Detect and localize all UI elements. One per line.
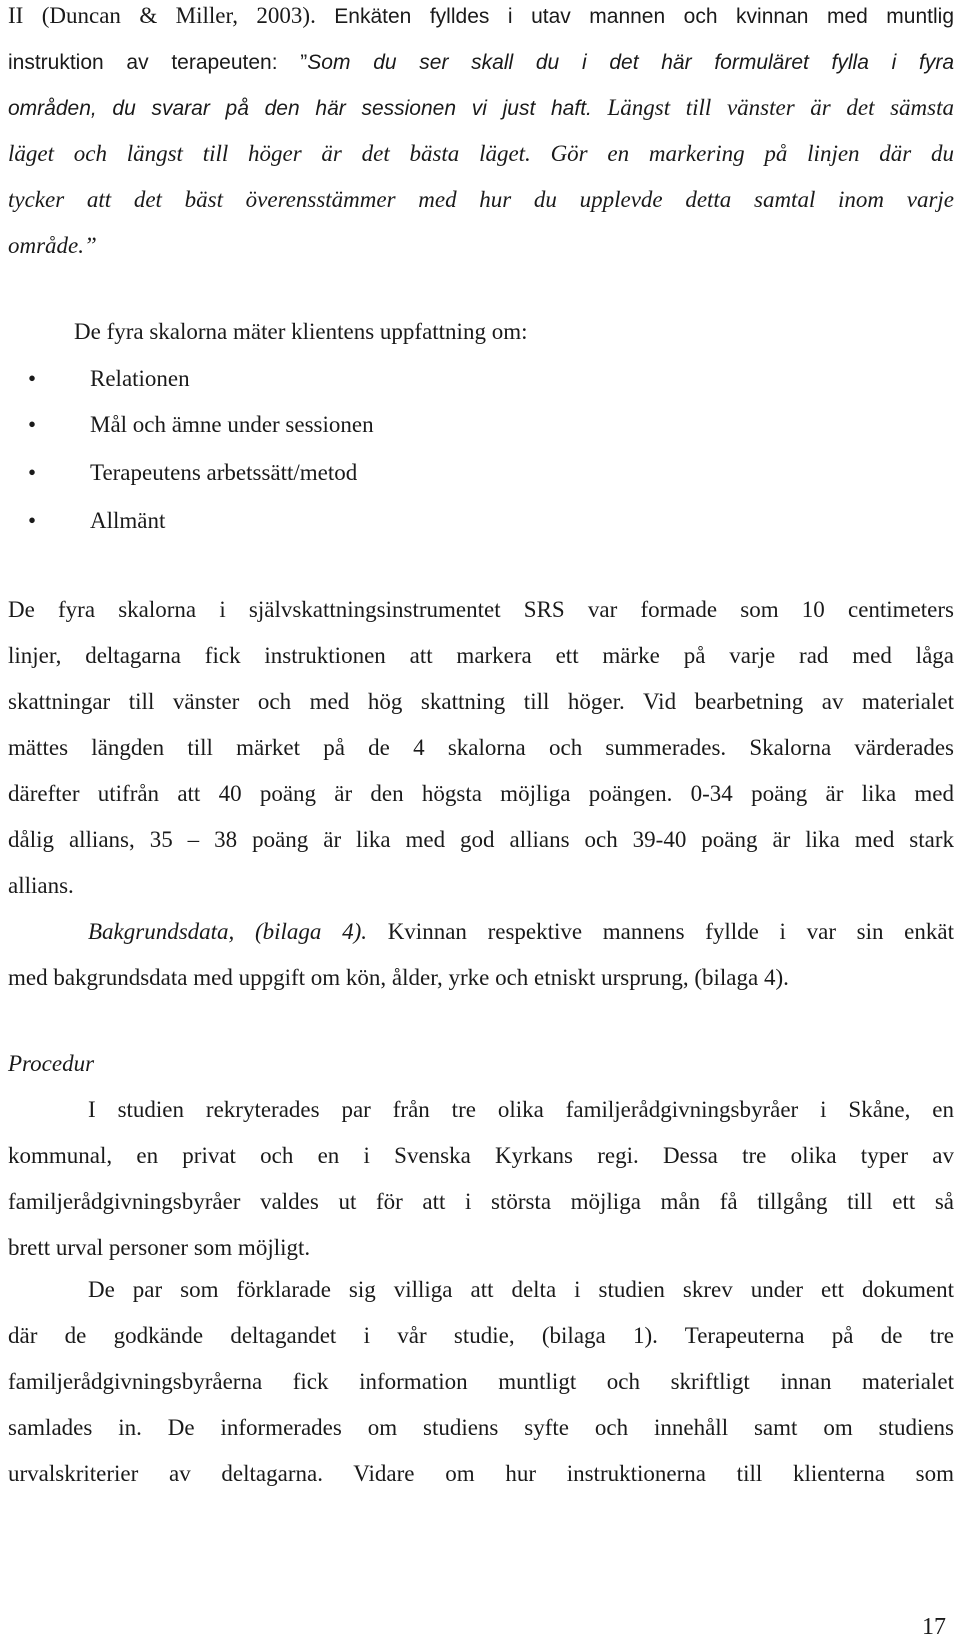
text-span: Vidare om hur instruktionerna till klienterna som: [322, 1461, 954, 1486]
text-span: urvalskriterier av deltagarna.: [8, 1461, 323, 1486]
text-span: där de godkände deltagandet i vår studie, (bilaga 1).: [8, 1323, 658, 1348]
procedure-p2-line-2: [8, 1324, 954, 1347]
text-span: läget och längst till höger är det bästa läget.: [8, 141, 531, 166]
paragraph-1-line-5: tycker att det bäst överensstämmer med hur du upplevde detta samtal inom varje: [8, 187, 954, 212]
text-span: samlades in.: [8, 1415, 142, 1440]
paragraph-2-line-3: [8, 690, 954, 713]
list-item-label: Mål och ämne under sessionen: [90, 412, 374, 437]
text-span: Dessa tre olika typer av: [638, 1143, 954, 1168]
bullet-icon: •: [28, 412, 37, 437]
procedure-p1-line-4: brett urval personer som möjligt.: [8, 1235, 311, 1260]
text-span: mättes längden till märket på de 4 skalorna och summerades.: [8, 735, 727, 760]
text-span: Gör en markering på linjen där du: [530, 141, 955, 166]
text-span: De informerades om studiens syfte och innehåll samt om studiens: [141, 1415, 954, 1440]
text-span: därefter utifrån att 40 poäng är den högsta möjliga poängen.: [8, 781, 673, 806]
text-span: kommunal, en privat och en i Svenska Kyrkans regi.: [8, 1143, 639, 1168]
procedure-p2-line-3: familjerådgivningsbyråerna fick information muntligt och skriftligt innan materialet: [8, 1369, 954, 1394]
paragraph-1-line-6: område.”: [8, 233, 97, 258]
list-item-label: Terapeutens arbetssätt/metod: [90, 460, 358, 485]
background-line-1: [88, 920, 954, 943]
text-span: skattningar till vänster och med hög skattning till höger.: [8, 689, 625, 714]
text-span: Längst till vänster är det sämsta: [591, 95, 954, 120]
paragraph-2-line-2: linjer, deltagarna fick instruktionen att markera ett märke på varje rad med låga: [8, 643, 954, 668]
paragraph-2-line-7: allians.: [8, 873, 74, 898]
background-heading: Bakgrundsdata, (bilaga 4).: [88, 919, 368, 944]
text-span: Skalorna värderades: [726, 735, 954, 760]
page-number: 17: [922, 1614, 946, 1640]
list-item: [28, 412, 374, 438]
procedure-p1-line-1: I studien rekryterades par från tre olika familjerådgivningsbyråer i Skåne, en: [88, 1097, 954, 1122]
text-span: instruktion av terapeuten: ”: [8, 51, 308, 74]
bullet-icon: •: [28, 508, 37, 533]
text-span: 0-34 poäng är lika med: [672, 781, 955, 806]
procedure-p1-line-3: familjerådgivningsbyråer valdes ut för att i största möjliga mån få tillgång till ett så: [8, 1189, 954, 1214]
procedure-p1-line-2: [8, 1144, 954, 1167]
list-item: [28, 508, 165, 534]
paragraph-1-line-1: [8, 4, 954, 27]
list-item: [28, 366, 190, 392]
paragraph-1-line-4: [8, 142, 954, 165]
paragraph-2-line-4: [8, 736, 954, 759]
text-span: Vid bearbetning av materialet: [624, 689, 954, 714]
scales-intro: De fyra skalorna mäter klientens uppfattning om:: [74, 319, 528, 344]
list-item-label: Relationen: [90, 366, 190, 391]
bullet-icon: •: [28, 460, 37, 485]
background-line-2: med bakgrundsdata med uppgift om kön, ålder, yrke och etniskt ursprung, (bilaga 4).: [8, 965, 789, 990]
bullet-icon: •: [28, 366, 37, 391]
paragraph-2-line-6: dålig allians, 35 – 38 poäng är lika med god allians och 39-40 poäng är lika med stark: [8, 827, 954, 852]
paragraph-1-line-2: [8, 50, 954, 73]
text-span: II (Duncan & Miller, 2003).: [8, 3, 335, 28]
text-span: områden, du svarar på den här sessionen vi just haft.: [8, 97, 592, 120]
paragraph-2-line-5: [8, 782, 954, 805]
procedure-heading: Procedur: [8, 1051, 95, 1076]
paragraph-1-line-3: [8, 96, 954, 119]
paragraph-2-line-1: De fyra skalorna i självskattningsinstrumentet SRS var formade som 10 centimeters: [8, 597, 954, 622]
list-item: [28, 460, 357, 486]
procedure-p2-line-4: [8, 1416, 954, 1439]
procedure-p2-line-1: De par som förklarade sig villiga att delta i studien skrev under ett dokument: [88, 1277, 954, 1302]
text-span: Som du ser skall du i det här formuläret fylla i fyra: [307, 51, 955, 74]
text-span: Enkäten fylldes i utav mannen och kvinnan med muntlig: [334, 5, 955, 28]
list-item-label: Allmänt: [90, 508, 166, 533]
procedure-p2-line-5: [8, 1462, 954, 1485]
text-span: Kvinnan respektive mannens fyllde i var sin enkät: [367, 919, 954, 944]
text-span: Terapeuterna på de tre: [657, 1323, 954, 1348]
